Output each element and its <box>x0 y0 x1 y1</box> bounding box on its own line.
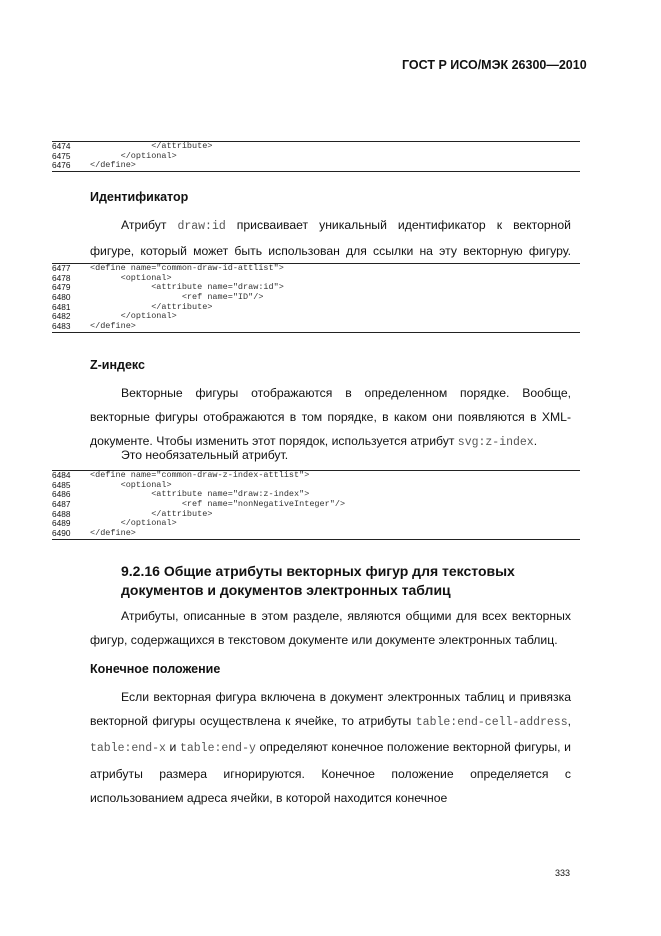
code-text: </define> <box>90 160 136 171</box>
line-number: 6484 <box>52 470 71 480</box>
heading-identifier: Идентификатор <box>90 190 189 204</box>
line-number: 6477 <box>52 263 71 273</box>
code-text: <define name="common-draw-z-index-attlist"> <box>90 470 310 480</box>
standard-designation: ГОСТ Р ИСО/МЭК 26300—2010 <box>402 58 587 72</box>
code-text: </define> <box>90 528 136 539</box>
paragraph-identifier: Атрибут draw:id присваивает уникальный идентификатор к векторной фигуре, который может быть использован для ссылки на эту векторную фигуру. <box>90 218 571 259</box>
inline-code: svg:z-index <box>457 436 534 450</box>
heading-z-index: Z-индекс <box>90 358 145 372</box>
code-listing-3 <box>52 470 580 540</box>
line-number: 6474 <box>52 141 71 151</box>
code-text: <attribute name="draw:id"> <box>90 282 284 293</box>
line-number: 6476 <box>52 160 71 171</box>
inline-code: draw:id <box>177 220 226 233</box>
code-text: <attribute name="draw:z-index"> <box>90 489 310 500</box>
heading-end-position: Конечное положение <box>90 662 221 676</box>
line-number: 6489 <box>52 518 71 529</box>
line-number: 6480 <box>52 292 71 303</box>
line-number: 6475 <box>52 150 71 161</box>
code-text: </attribute> <box>90 508 213 519</box>
code-text: </attribute> <box>90 301 213 312</box>
code-listing-2 <box>52 263 580 333</box>
line-number: 6485 <box>52 479 71 490</box>
section-heading-9-2-16: 9.2.16 Общие атрибуты векторных фигур для текстовых документов и документов электронных таблиц <box>121 563 515 598</box>
page-number: 333 <box>555 868 571 878</box>
inline-code: table:end-y <box>179 742 256 756</box>
code-text: </optional> <box>90 150 177 161</box>
code-text: <optional> <box>90 272 172 283</box>
code-text: </optional> <box>90 518 177 529</box>
code-text: <ref name="ID"/> <box>90 292 264 303</box>
code-text: <define name="common-draw-id-attlist"> <box>90 263 284 273</box>
line-number: 6488 <box>52 508 71 519</box>
line-number: 6482 <box>52 311 71 322</box>
line-number: 6486 <box>52 489 71 500</box>
code-line <box>52 529 580 539</box>
line-number: 6481 <box>52 301 71 312</box>
paragraph-optional: Это необязательный атрибут. <box>121 448 289 462</box>
line-number: 6487 <box>52 499 71 510</box>
inline-code: table:end-x <box>90 742 166 756</box>
code-text: <optional> <box>90 479 172 490</box>
code-text: <ref name="nonNegativeInteger"/> <box>90 499 346 510</box>
code-line <box>52 322 580 332</box>
code-text: </optional> <box>90 311 177 322</box>
code-line <box>52 161 580 171</box>
inline-code: table:end-cell-address <box>415 716 568 730</box>
paragraph-end-position: Если векторная фигура включена в документ электронных таблиц и привязка векторной фигуры осуществлена к ячейке, то атрибуты table:end-cell-address, table:end-x и table:end-y определяют конечное положение векторной фигуры, и атрибуты размера игнорируются. Конечное положение определяется с использованием адреса ячейки, в которой находится конечное <box>90 690 571 805</box>
line-number: 6490 <box>52 528 71 539</box>
code-text: </define> <box>90 321 136 332</box>
line-number: 6478 <box>52 272 71 283</box>
code-listing-1 <box>52 141 580 172</box>
line-number: 6483 <box>52 321 71 332</box>
code-text: </attribute> <box>90 141 213 151</box>
line-number: 6479 <box>52 282 71 293</box>
paragraph-9-2-16: Атрибуты, описанные в этом разделе, являются общими для всех векторных фигур, содержащихся в текстовом документе или документе электронных таблиц. <box>90 609 571 648</box>
paragraph-z-index: Векторные фигуры отображаются в определенном порядке. Вообще, векторные фигуры отображаются в том порядке, в каком они появляются в XML-документе. Чтобы изменить этот порядок, используется атрибут svg:z-index. <box>90 386 571 450</box>
